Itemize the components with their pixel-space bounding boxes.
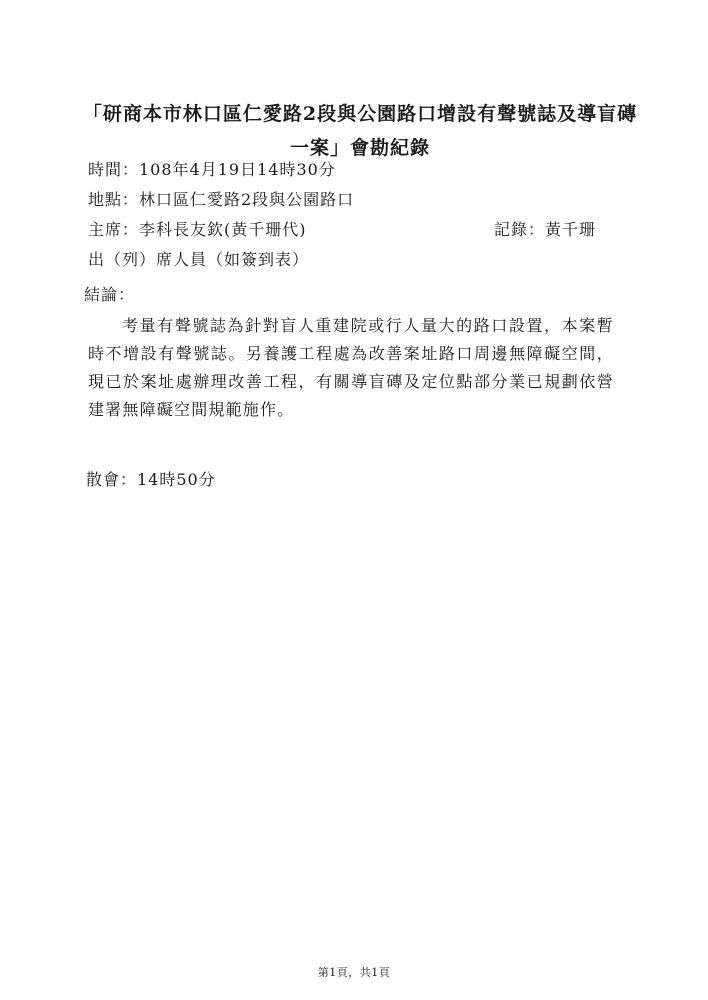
adjourn-time: 散會：14時50分 — [86, 470, 216, 489]
meeting-recorder: 記錄：黃千珊 — [494, 220, 597, 239]
meeting-place: 地點：林口區仁愛路2段與公園路口 — [88, 190, 355, 209]
document-title: 「研商本市林口區仁愛路2段與公園路口增設有聲號誌及導盲磚一案」會勘紀錄 — [82, 103, 638, 159]
meeting-chair: 主席：李科長友欽(黃千珊代) — [88, 220, 307, 239]
meeting-time: 時間：108年4月19日14時30分 — [88, 160, 336, 179]
meeting-attendees: 出（列）席人員（如簽到表） — [88, 250, 310, 269]
page-footer: 第1頁，共1頁 — [317, 966, 391, 979]
conclusion-text: 考量有聲號誌為針對盲人重建院或行人量大的路口設置，本案暫時不增設有聲號誌。另養護工程處為改善案址路口周邊無障礙空間，現已於案址處辦理改善工程，有關導盲磚及定位點部分業已規劃依營建署無障礙空間規範施作。 — [88, 316, 614, 419]
conclusion-label: 結論： — [84, 285, 136, 304]
